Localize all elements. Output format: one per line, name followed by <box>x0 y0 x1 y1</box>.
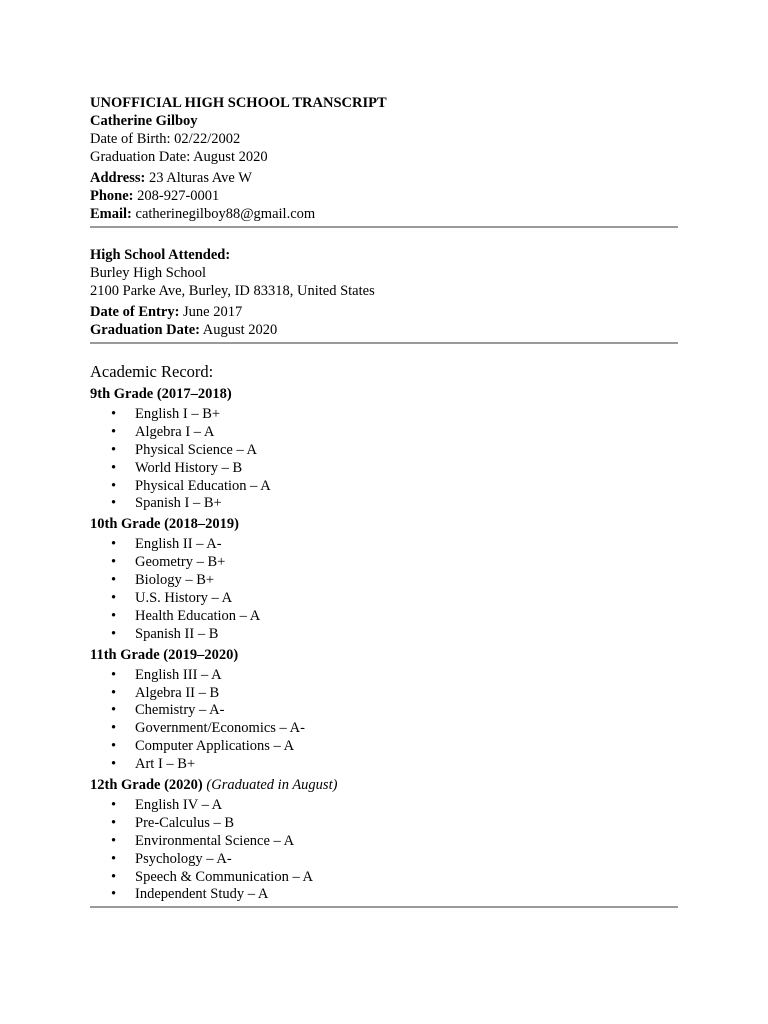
divider <box>90 906 678 908</box>
transcript-content <box>90 94 678 908</box>
grade-label: 10th Grade (2018–2019) <box>90 516 240 533</box>
student-name: Catherine Gilboy <box>90 113 198 129</box>
course-text: Art I – B+ <box>135 756 196 773</box>
bullet-icon: • <box>111 554 117 571</box>
course-text: Physical Education – A <box>135 477 271 494</box>
bullet-icon: • <box>111 459 117 476</box>
course-item <box>90 868 678 886</box>
course-text: Speech & Communication – A <box>135 868 314 885</box>
course-item <box>90 553 678 571</box>
bullet-icon: • <box>111 720 117 737</box>
course-text: Geometry – B+ <box>135 554 226 571</box>
course-item <box>90 885 678 903</box>
course-text: Environmental Science – A <box>135 832 295 849</box>
course-item <box>90 571 678 589</box>
course-item <box>90 666 678 684</box>
course-item <box>90 535 678 553</box>
course-text: English II – A- <box>135 536 222 553</box>
course-item <box>90 441 678 459</box>
course-text: Spanish II – B <box>135 625 219 642</box>
course-item <box>90 423 678 441</box>
bullet-icon: • <box>111 477 117 494</box>
address-line <box>90 169 678 187</box>
bullet-icon: • <box>111 756 117 773</box>
bullet-icon: • <box>111 441 117 458</box>
divider <box>90 226 678 228</box>
course-item <box>90 589 678 607</box>
course-text: U.S. History – A <box>135 590 233 607</box>
school-grad-line <box>90 321 678 339</box>
course-text: Biology – B+ <box>135 572 215 589</box>
course-item <box>90 796 678 814</box>
bullet-icon: • <box>111 590 117 607</box>
course-list <box>90 405 678 512</box>
school-heading: High School Attended: <box>90 247 231 263</box>
course-item <box>90 405 678 423</box>
course-text: Algebra II – B <box>135 684 220 701</box>
bullet-icon: • <box>111 666 117 683</box>
course-text: Physical Science – A <box>135 441 258 458</box>
course-text: English I – B+ <box>135 406 221 422</box>
bullet-icon: • <box>111 702 117 719</box>
course-item <box>90 814 678 832</box>
course-item <box>90 737 678 755</box>
course-text: English III – A <box>135 666 222 683</box>
bullet-icon: • <box>111 572 117 589</box>
course-text: English IV – A <box>135 797 223 814</box>
course-item <box>90 607 678 625</box>
course-item <box>90 850 678 868</box>
course-text: Computer Applications – A <box>135 738 295 755</box>
course-list <box>90 666 678 773</box>
email-line <box>90 205 678 223</box>
document-title: UNOFFICIAL HIGH SCHOOL TRANSCRIPT <box>90 95 387 111</box>
grade-heading <box>90 776 678 794</box>
course-text: Spanish I – B+ <box>135 495 222 512</box>
course-item <box>90 684 678 702</box>
bullet-icon: • <box>111 495 117 512</box>
address-label: Address: <box>90 170 146 186</box>
course-item <box>90 701 678 719</box>
bullet-icon: • <box>111 684 117 701</box>
bullet-icon: • <box>111 625 117 642</box>
grade-label: 12th Grade (2020) <box>90 777 203 794</box>
course-item <box>90 494 678 512</box>
school-name: Burley High School <box>90 265 206 281</box>
bullet-icon: • <box>111 850 117 867</box>
grade-label: 9th Grade (2017–2018) <box>90 386 232 402</box>
entry-line <box>90 303 678 321</box>
course-text: Government/Economics – A- <box>135 720 305 737</box>
course-text: Algebra I – A <box>135 423 215 440</box>
bullet-icon: • <box>111 868 117 885</box>
bullet-icon: • <box>111 797 117 814</box>
course-text: Independent Study – A <box>135 886 269 903</box>
academic-record-heading: Academic Record: <box>90 362 214 381</box>
course-list <box>90 796 678 903</box>
course-text: Pre-Calculus – B <box>135 814 235 831</box>
bullet-icon: • <box>111 536 117 553</box>
date-of-birth: Date of Birth: 02/22/2002 <box>90 131 241 147</box>
email-value: catherinegilboy88@gmail.com <box>131 206 316 222</box>
address-value: 23 Alturas Ave W <box>145 170 252 186</box>
entry-value: June 2017 <box>179 304 243 320</box>
divider <box>90 342 678 344</box>
bullet-icon: • <box>111 738 117 755</box>
school-grad-label: Graduation Date: <box>90 322 200 338</box>
grade-heading <box>90 515 678 533</box>
bullet-icon: • <box>111 814 117 831</box>
bullet-icon: • <box>111 886 117 903</box>
grade-heading <box>90 385 678 403</box>
bullet-icon: • <box>111 406 117 422</box>
course-list <box>90 535 678 642</box>
school-grad-value: August 2020 <box>199 322 278 338</box>
bullet-icon: • <box>111 832 117 849</box>
bullet-icon: • <box>111 607 117 624</box>
grade-note: (Graduated in August) <box>202 777 338 794</box>
course-item <box>90 832 678 850</box>
email-label: Email: <box>90 206 132 222</box>
school-address: 2100 Parke Ave, Burley, ID 83318, United States <box>90 283 375 299</box>
course-item <box>90 755 678 773</box>
phone-line <box>90 187 678 205</box>
course-item <box>90 625 678 643</box>
course-text: Psychology – A- <box>135 850 232 867</box>
phone-label: Phone: <box>90 188 134 204</box>
grades-list <box>90 385 678 903</box>
entry-label: Date of Entry: <box>90 304 180 320</box>
course-text: Health Education – A <box>135 607 261 624</box>
grade-label: 11th Grade (2019–2020) <box>90 646 239 663</box>
grade-heading <box>90 646 678 664</box>
bullet-icon: • <box>111 423 117 440</box>
course-item <box>90 459 678 477</box>
course-text: World History – B <box>135 459 243 476</box>
course-item <box>90 719 678 737</box>
course-item <box>90 477 678 495</box>
course-text: Chemistry – A- <box>135 702 225 719</box>
graduation-date: Graduation Date: August 2020 <box>90 149 268 165</box>
phone-value: 208-927-0001 <box>133 188 220 204</box>
